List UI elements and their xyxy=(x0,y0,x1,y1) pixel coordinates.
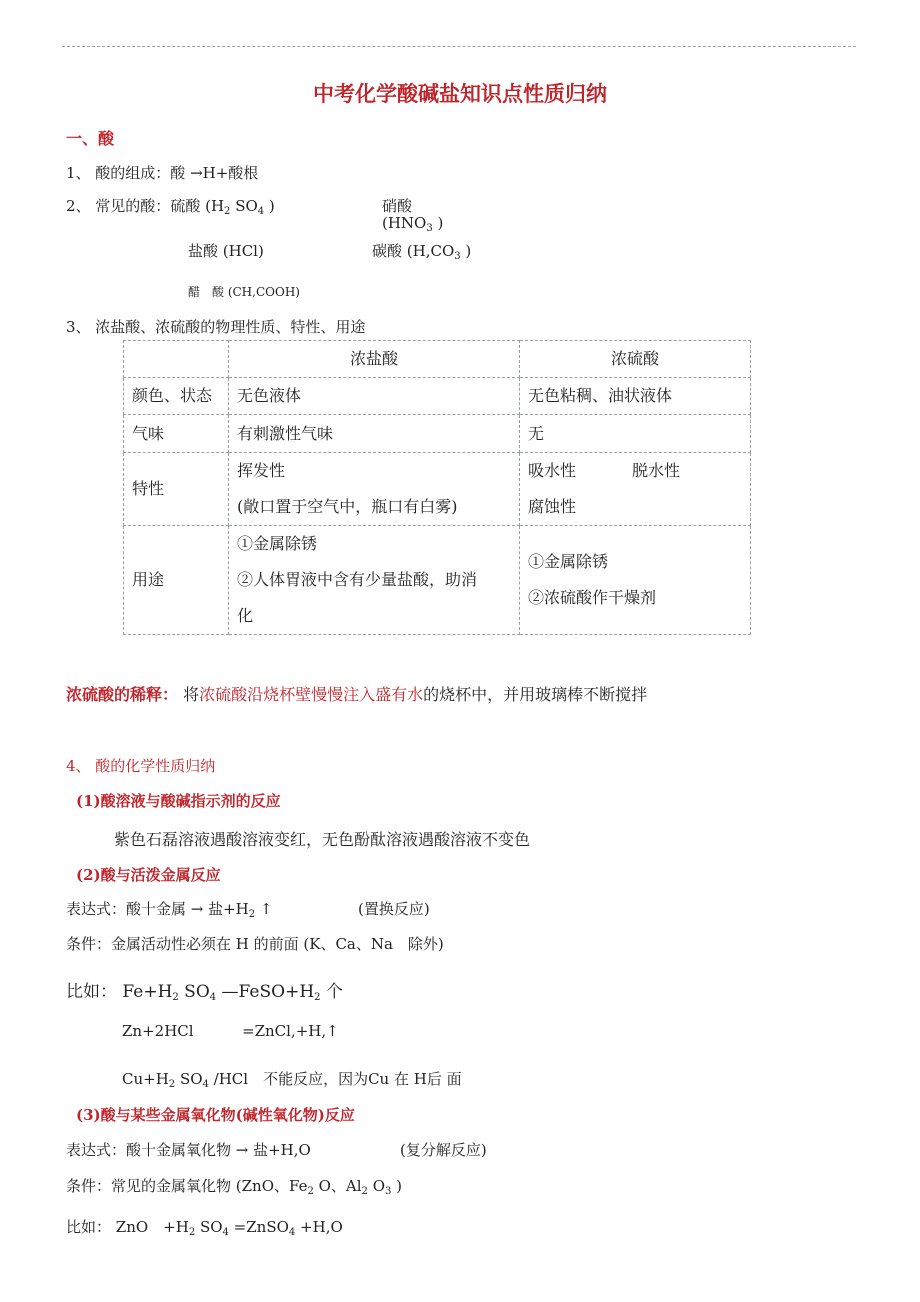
h2so4-dehydrating: 脱水性 xyxy=(632,461,681,480)
table-row xyxy=(124,526,751,635)
cell-hcl-characteristics xyxy=(229,453,520,526)
metal-reaction-heading: (2)酸与活泼金属反应 xyxy=(76,866,221,884)
page-title: 中考化学酸碱盐知识点性质归纳 xyxy=(313,81,607,106)
h2so4-hygroscopic: 吸水性 xyxy=(528,461,577,480)
table-header-hcl: 浓盐酸 xyxy=(229,341,520,378)
metal-reaction-type: (置换反应) xyxy=(358,900,430,918)
oxide-reaction-condition: 条件：常见的金属氧化物 (ZnO、$Fe_2$ O、$Al_2$ $O_3$ ) xyxy=(66,1177,402,1197)
common-acids-label xyxy=(66,195,275,216)
dilution-text-2: 的烧杯中，并用玻璃棒不断搅拌 xyxy=(423,685,648,704)
hcl-volatile: 挥发性 xyxy=(237,461,286,480)
dilution-label: 浓硫酸的稀释： xyxy=(66,685,179,704)
common-acids-text: 2、 常见的酸： xyxy=(66,197,171,215)
table-header-empty xyxy=(124,341,229,378)
cell-hcl-uses xyxy=(229,526,520,635)
oxide-reaction-expression: 表达式：酸十金属氧化物 → 盐+H,O xyxy=(66,1141,311,1159)
cell-hcl-odor: 有刺激性气味 xyxy=(229,415,520,453)
indicator-reaction-heading: (1)酸溶液与酸碱指示剂的反应 xyxy=(76,792,281,810)
physical-properties-heading: 3、 浓盐酸、浓硫酸的物理性质、特性、用途 xyxy=(66,318,366,336)
cell-h2so4-uses xyxy=(520,526,751,635)
oxide-reaction-type: (复分解反应) xyxy=(400,1141,487,1159)
hcl-volatile-note: (敞口置于空气中，瓶口有白雾) xyxy=(237,497,458,516)
dilution-text-highlight: 浓硫酸沿烧杯壁慢慢注入盛有水 xyxy=(199,685,424,704)
acid-composition: 1、 酸的组成：酸 →H+酸根 xyxy=(66,164,259,182)
metal-example-2-left: Zn+2HCl xyxy=(122,1022,194,1040)
metal-example-2-right: =ZnCl,+H,↑ xyxy=(242,1022,339,1040)
oxide-reaction-example: 比如： ZnO $+H_2$ $SO_4$ =ZnSO$_4$ +H,O xyxy=(66,1218,343,1238)
table-header-h2so4: 浓硫酸 xyxy=(520,341,751,378)
chemical-properties-heading: 4、 酸的化学性质归纳 xyxy=(66,757,216,775)
sulfuric-acid-formula: ($H_2$ $SO_4$ ) xyxy=(205,197,275,217)
top-divider xyxy=(62,46,856,47)
nitric-acid-formula: ($HNO_3$ ) xyxy=(382,214,444,234)
metal-example-3: $Cu+H_2$ $SO_4$ /HCl 不能反应，因为Cu 在 H后 面 xyxy=(122,1070,462,1090)
hcl-use-stomach: ②人体胃液中含有少量盐酸，助消 xyxy=(237,570,478,589)
dilution-line xyxy=(66,682,647,705)
metal-reaction-expression: 表达式：酸十金属 → 盐$+H_2$ ↑ xyxy=(66,900,273,920)
cell-h2so4-odor: 无 xyxy=(520,415,751,453)
metal-reaction-condition: 条件：金属活动性必须在 H 的前面 (K、Ca、Na 除外) xyxy=(66,935,444,953)
acetic-acid: 醋 酸 (CH,COOH) xyxy=(188,285,300,299)
h2so4-corrosive: 腐蚀性 xyxy=(528,497,577,516)
table-header-row xyxy=(124,341,751,378)
hcl-use-stomach-cont: 化 xyxy=(237,606,254,625)
h2so4-use-rust: ①金属除锈 xyxy=(528,552,609,571)
table-row xyxy=(124,453,751,526)
carbonic-acid: 碳酸 ($H,CO_3$ ) xyxy=(372,242,472,262)
row-label-odor: 气味 xyxy=(124,415,229,453)
hydrochloric-acid: 盐酸 (HCl) xyxy=(188,242,264,260)
table-row xyxy=(124,415,751,453)
metal-example-1: 比如： $Fe+H_2$ $SO_4$ $—FeSO+H_2$ 个 xyxy=(66,982,343,1003)
oxide-reaction-heading: (3)酸与某些金属氧化物(碱性氧化物)反应 xyxy=(76,1106,355,1124)
dilution-text-1: 将 xyxy=(183,685,200,704)
indicator-reaction-text: 紫色石磊溶液遇酸溶液变红，无色酚酞溶液遇酸溶液不变色 xyxy=(114,830,531,849)
table-row xyxy=(124,378,751,415)
nitric-acid-name: 硝酸 xyxy=(382,197,413,215)
sulfuric-acid-name: 硫酸 xyxy=(170,197,201,215)
h2so4-use-drying: ②浓硫酸作干燥剂 xyxy=(528,588,657,607)
cell-hcl-color: 无色液体 xyxy=(229,378,520,415)
row-label-characteristics: 特性 xyxy=(124,453,229,526)
acid-properties-table xyxy=(123,340,751,635)
hcl-use-rust: ①金属除锈 xyxy=(237,534,318,553)
row-label-color-state: 颜色、状态 xyxy=(124,378,229,415)
cell-h2so4-color: 无色粘稠、油状液体 xyxy=(520,378,751,415)
row-label-uses: 用途 xyxy=(124,526,229,635)
section-acid-heading: 一、酸 xyxy=(66,129,115,148)
cell-h2so4-characteristics xyxy=(520,453,751,526)
